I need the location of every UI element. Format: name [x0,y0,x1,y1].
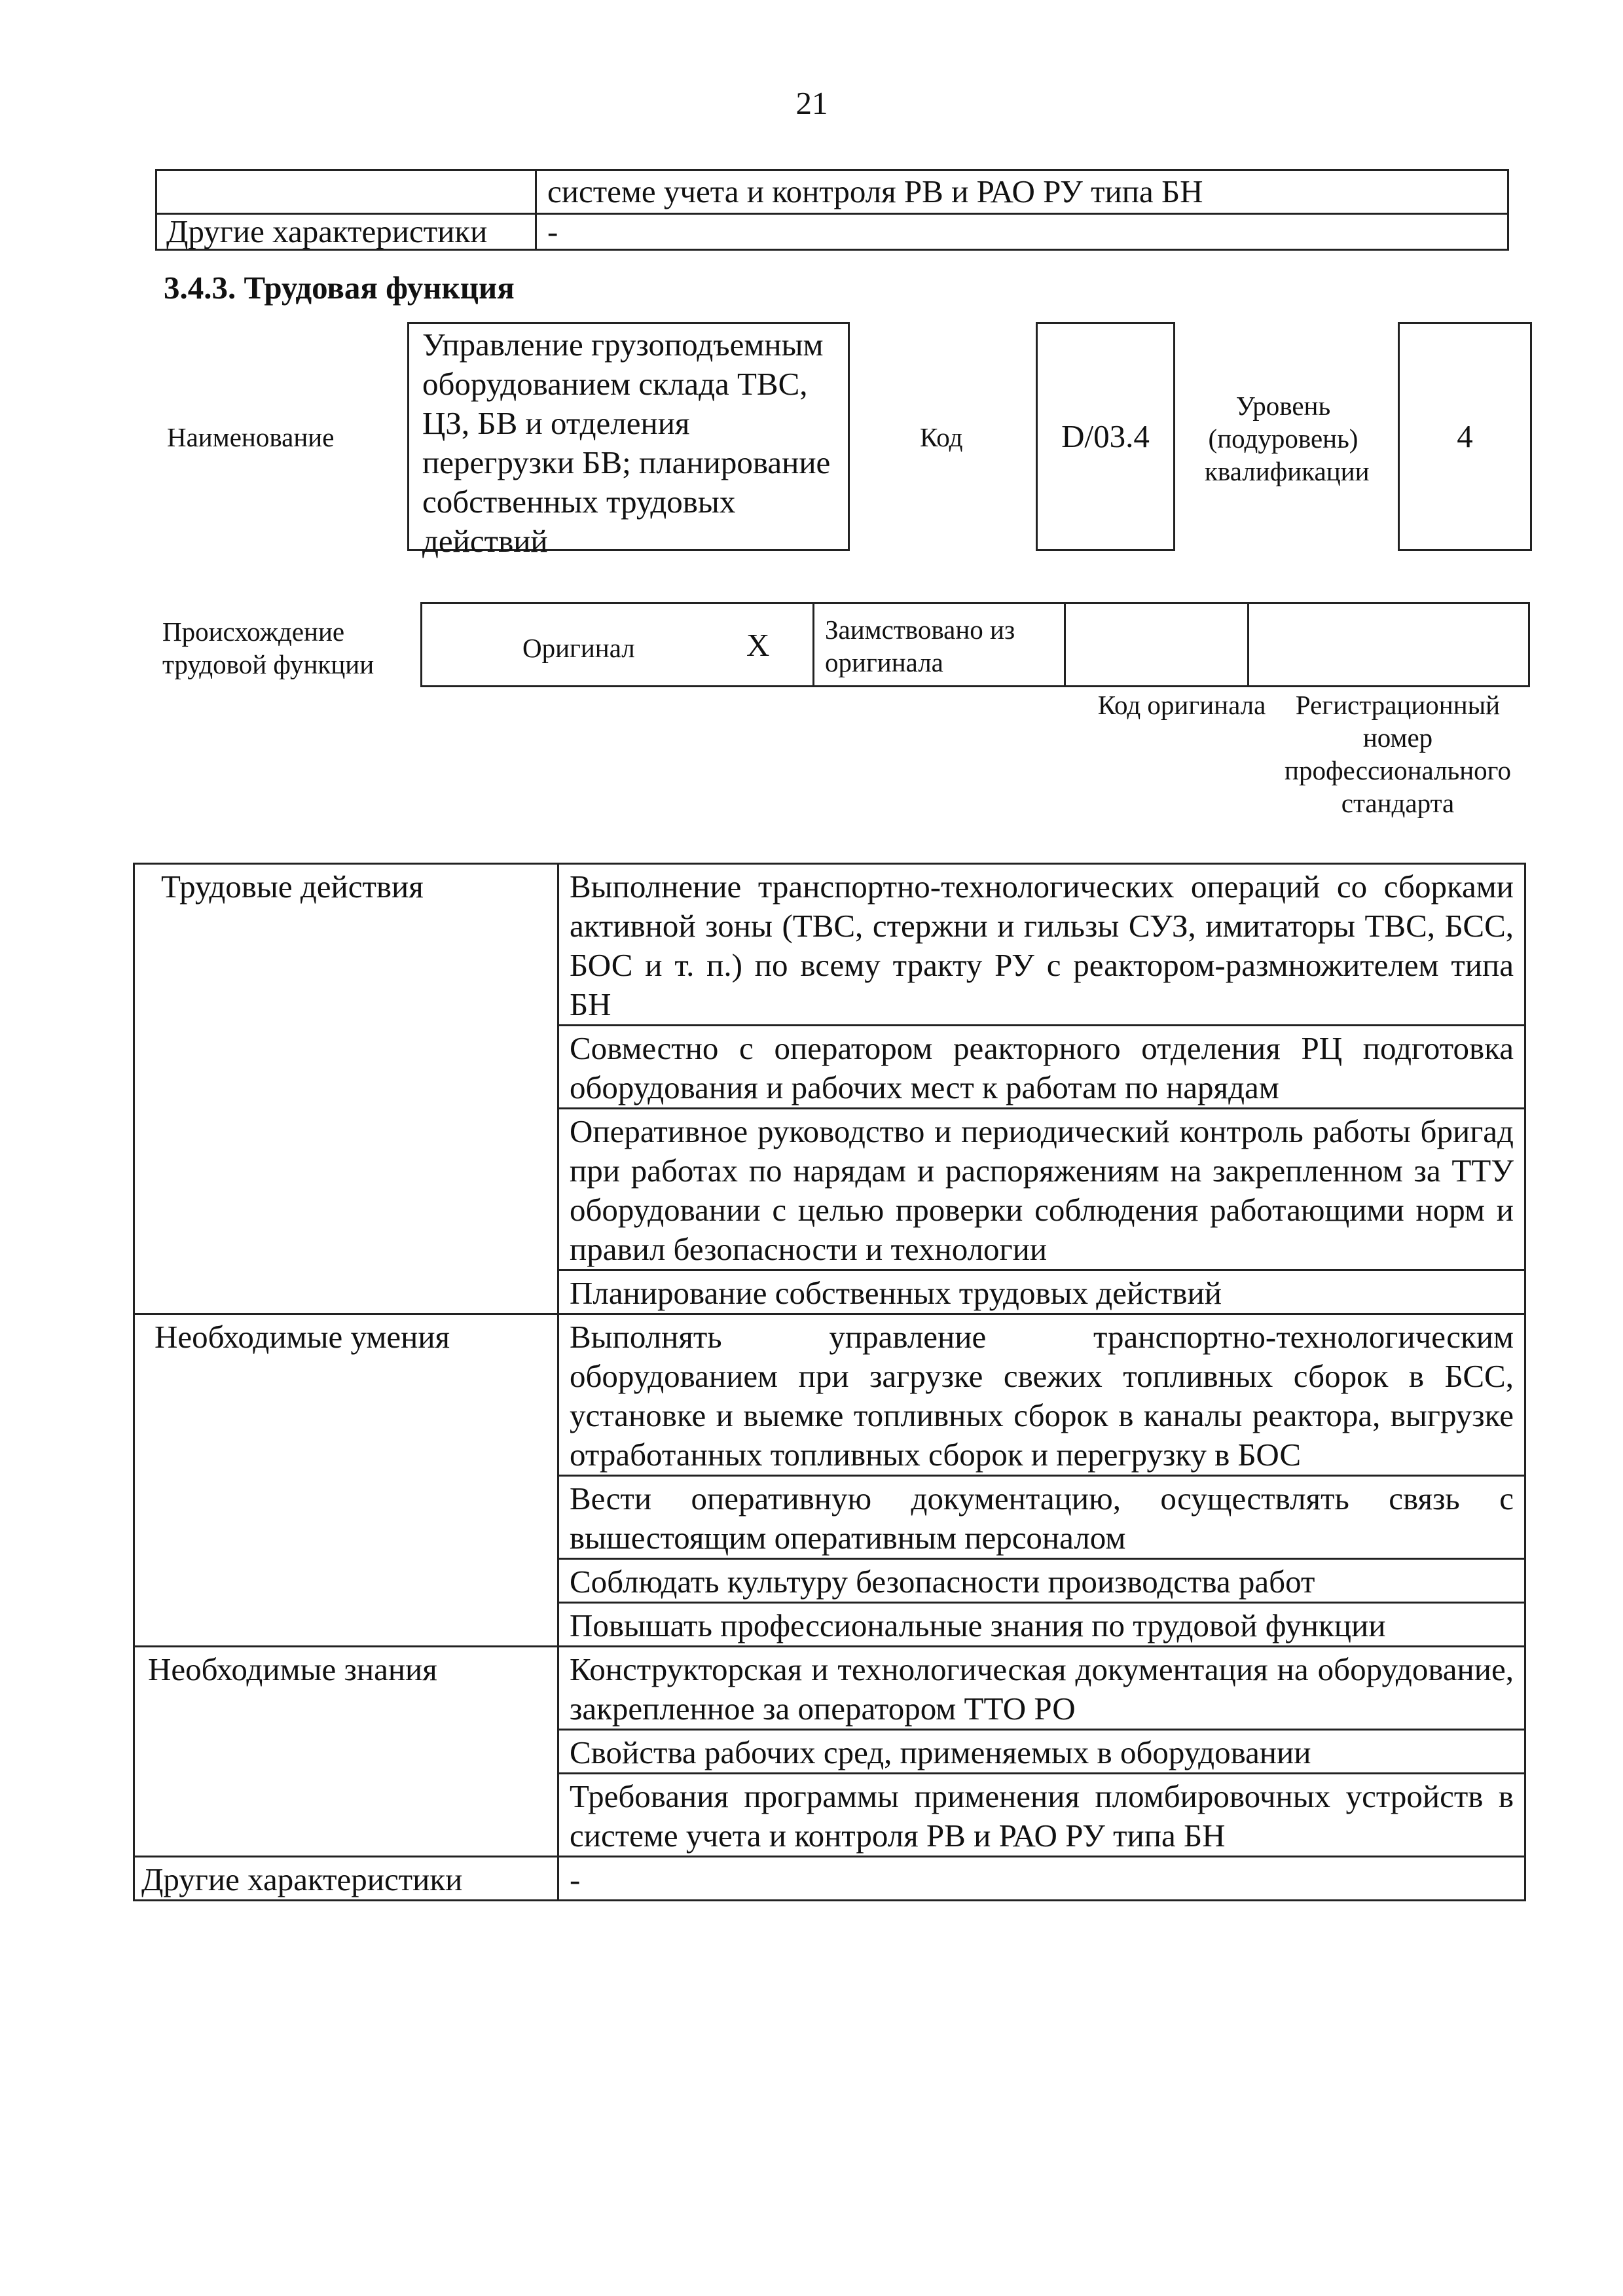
origin-label: Происхождение трудовой функции [162,617,374,679]
row-item: Оперативное руководство и периодический контроль работы бригад при работах по нарядам и распоряжениям на закрепленном за ТТУ оборудовании с целью проверки соблюдения работающими норм и правил безопасности и технологии [558,1109,1525,1270]
level-label: Уровень (подуровень) квалификации [1205,391,1370,486]
section-title: 3.4.3. Трудовая функция [164,270,515,306]
code-value: D/03.4 [1061,418,1150,454]
reg-number-caption: Регистрационный номер профессионального стандарта [1285,690,1511,818]
table-row [134,1314,1525,1476]
row-item: Конструкторская и технологическая документация на оборудование, закрепленное за оператором ТТО РО [558,1647,1525,1730]
row-item: Выполнение транспортно-технологических операций со сборками активной зоны (ТВС, стержни и гильзы СУЗ, имитаторы ТВС, БСС, БОС и т. п.) по всему тракту РУ с реактором-размножителем типа БН [558,864,1525,1026]
origin-divider-2 [1064,604,1066,685]
main-table-grid [133,863,1526,1901]
row-item: Выполнять управление транспортно-технологическим оборудованием при загрузке свежих топливных сборок в БСС, установке и выемке топливных сборок в каналы реактора, выгрузке отработанных топливных сборок и перегрузку в БОС [558,1314,1525,1476]
original-mark: X [746,627,770,663]
page-number: 21 [795,85,828,121]
row-item: - [558,1857,1525,1901]
table-row [134,1647,1525,1730]
continuation-row2-label: Другие характеристики [166,213,488,249]
row-item: Вести оперативную документацию, осуществлять связь с вышестоящим оперативным персоналом [558,1476,1525,1559]
origin-divider-1 [812,604,814,685]
row-item: Требования программы применения пломбировочных устройств в системе учета и контроля РВ и РАО РУ типа БН [558,1774,1525,1857]
name-value-box [407,322,850,559]
row-label: Необходимые знания [134,1647,558,1857]
level-value-box [1398,322,1532,551]
borrowed-label: Заимствовано из оригинала [825,615,1015,677]
level-value: 4 [1457,418,1473,454]
table-row [134,1857,1525,1901]
table-row [134,864,1525,1026]
code-label: Код [920,422,963,452]
main-table [133,863,1526,1901]
continuation-divider-v [535,171,537,249]
row-item: Планирование собственных трудовых действий [558,1270,1525,1314]
row-label: Другие характеристики [134,1857,558,1901]
code-value-box [1036,322,1175,551]
row-item: Соблюдать культуру безопасности производства работ [558,1559,1525,1603]
continuation-row2-value: - [547,213,558,249]
row-item: Повышать профессиональные знания по трудовой функции [558,1603,1525,1647]
code-original-caption: Код оригинала [1097,690,1266,720]
row-label: Необходимые умения [134,1314,558,1647]
origin-table [420,602,1530,687]
name-label: Наименование [167,422,335,452]
original-label: Оригинал [522,633,635,663]
continuation-table [155,169,1509,251]
name-value: Управление грузоподъемным оборудованием склада ТВС, ЦЗ, БВ и отделения перегрузки БВ; планирование собственных трудовых действий [422,327,831,559]
continuation-row1-value: системе учета и контроля РВ и РАО РУ типа БН [547,173,1203,209]
row-item: Свойства рабочих сред, применяемых в оборудовании [558,1730,1525,1774]
row-item: Совместно с оператором реакторного отделения РЦ подготовка оборудования и рабочих мест к работам по нарядам [558,1026,1525,1109]
row-label: Трудовые действия [134,864,558,1314]
origin-divider-3 [1247,604,1249,685]
